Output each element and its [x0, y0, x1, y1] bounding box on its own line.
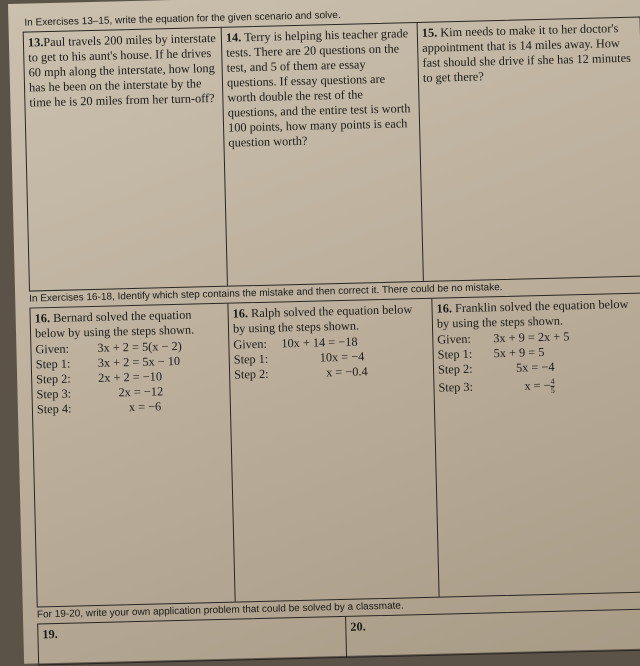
step-row	[438, 376, 640, 398]
franklin-steps	[437, 328, 640, 398]
fraction-denominator: 5	[550, 385, 555, 395]
problem-16-bernard-number: 16.	[34, 311, 51, 326]
step-equation: 3x + 9 = 2x + 5	[493, 329, 570, 346]
step-label: Given:	[233, 336, 268, 352]
problem-16-ralph-text: Ralph solved the equation below by using the steps shown.	[232, 302, 413, 336]
step-label: Given:	[437, 331, 471, 347]
step-label: Step 1:	[233, 351, 269, 367]
section2-instruction: In Exercises 16-18, Identify which step contains the mistake and then correct it. There could be no mistake.	[29, 282, 503, 305]
step-label: Given:	[35, 341, 70, 357]
step-label: Step 3:	[36, 386, 72, 402]
step-equation: x = −6	[128, 399, 162, 415]
step-label: Step 2:	[36, 371, 71, 387]
step-equation: 3x + 2 = 5(x − 2)	[97, 338, 182, 355]
problem-14-cell	[222, 23, 424, 286]
ralph-steps	[233, 333, 429, 383]
problem-19-cell	[38, 617, 347, 665]
step-equation: x = −	[524, 378, 551, 393]
step-equation: 10x + 14 = −18	[281, 334, 358, 351]
step-row	[37, 398, 226, 418]
problem-16-franklin-text: Franklin solved the equation below by using the steps shown.	[436, 296, 629, 331]
step-label: Step 3:	[438, 379, 474, 395]
step-equation: 3x + 2 = 5x − 10	[97, 353, 181, 370]
problem-20-number: 20.	[350, 619, 366, 634]
step-label: Step 4:	[36, 401, 72, 417]
problem-14-text: Terry is helping his teacher grade tests. There are 20 questions on the test, and 5 of them are essay questions. If essay questions are worth double the rest of the questions, and the entire test is worth 100 points, how many points is each question worth?	[226, 26, 411, 150]
problem-16-franklin-number: 16.	[436, 301, 453, 316]
problem-15-text: Kim needs to make it to her doctor's appointment that is 14 miles away. How fast should she drive if she has 12 minutes to get there?	[422, 21, 632, 85]
step-equation: x = −0.4	[325, 364, 368, 380]
step-label: Step 1:	[437, 346, 473, 362]
step-label: Step 1:	[35, 356, 71, 372]
problem-16-bernard-text: Bernard solved the equation below by using the steps shown.	[34, 307, 195, 341]
step-equation: 2x = −12	[118, 384, 164, 400]
step-label: Step 2:	[437, 361, 473, 377]
problem-13-cell	[24, 28, 228, 291]
problem-15-cell	[418, 18, 640, 281]
problem-16-franklin-cell	[432, 293, 640, 596]
problem-16-bernard-cell	[30, 304, 235, 607]
problem-15-number: 15.	[421, 25, 438, 40]
section2-grid	[29, 292, 640, 607]
problem-16-ralph-cell	[228, 299, 439, 602]
problem-14-number: 14.	[225, 30, 242, 45]
problem-13-text: Paul travels 200 miles by interstate to get to his aunt's house. If he drives 60 mph along the interstate, how long has he been on the interstate by the time he is 20 miles from her turn-off?	[28, 30, 216, 110]
section3-instruction: For 19-20, write your own application problem that could be solved by a classmate.	[36, 600, 404, 621]
problem-20-cell	[346, 609, 640, 657]
step-label: Step 2:	[233, 366, 269, 382]
step-equation: 5x = −4	[515, 359, 555, 375]
section1-instruction: In Exercises 13–15, write the equation for the given scenario and solve.	[24, 9, 341, 29]
problem-13-number: 13.	[27, 35, 44, 50]
step-equation: 10x = −4	[319, 349, 365, 365]
worksheet-page	[8, 0, 640, 664]
section1-grid	[23, 17, 640, 292]
problem-19-number: 19.	[42, 626, 58, 642]
problem-16-ralph-number: 16.	[232, 306, 249, 321]
fraction-numerator: 4	[550, 376, 555, 386]
bernard-steps	[35, 338, 226, 418]
step-equation: 2x + 2 = −10	[97, 369, 163, 385]
step-equation: 5x + 9 = 5	[493, 344, 545, 361]
fraction	[550, 378, 554, 395]
